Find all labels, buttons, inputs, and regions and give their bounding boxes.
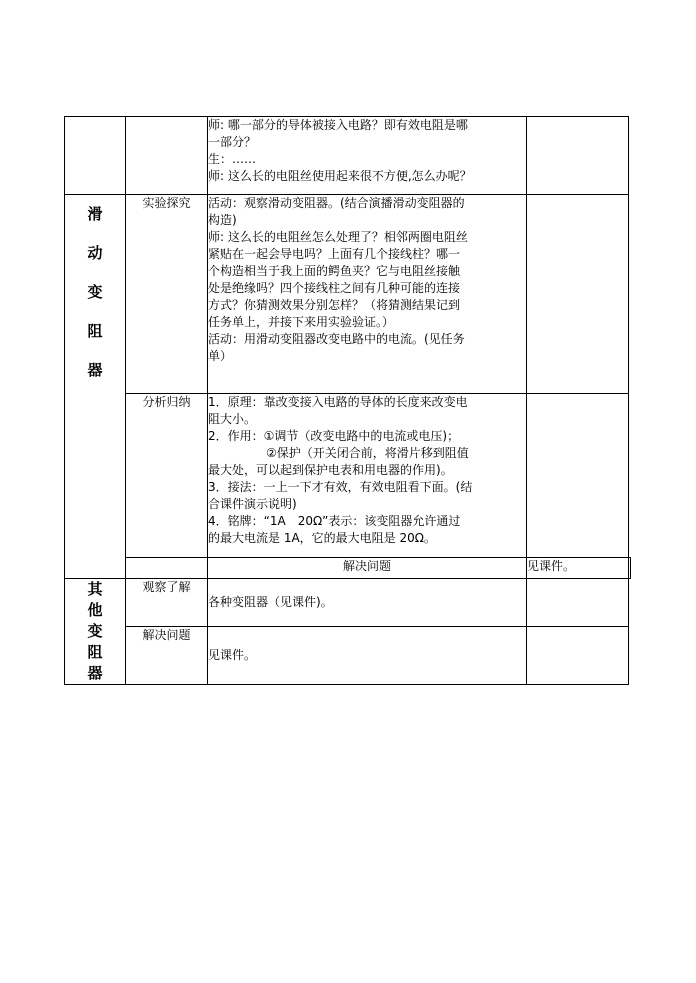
- text-line: 个构造相当于我上面的鳄鱼夹？它与电阻丝接触: [208, 264, 461, 278]
- topic-char: 阻: [87, 322, 103, 340]
- step-label-analysis: 分析归纳: [126, 394, 208, 558]
- table-row: [65, 195, 631, 394]
- note-cell: [527, 195, 629, 394]
- text-line: 1．原理：靠改变接入电路的导体的长度来改变电: [208, 395, 468, 409]
- solve-cell: 见课件。: [527, 558, 629, 579]
- table-row: [65, 117, 631, 195]
- dialog-line: 生：……: [208, 152, 257, 166]
- text-line: 合课件演示说明): [208, 497, 297, 511]
- dialog-line: 师: 这么长的电阻丝使用起来很不方便,怎么办呢？: [208, 169, 472, 183]
- text-line: 的最大电流是 1A，它的最大电阻是 20Ω。: [208, 531, 436, 545]
- text-line: 活动：用滑动变阻器改变电路中的电流。(见任务: [208, 332, 465, 346]
- dialog-line: 一部分？: [208, 135, 257, 149]
- topic-cell-empty: [65, 117, 126, 195]
- topic-cell-sliding-rheostat: [65, 195, 126, 579]
- dialog-line: 师: 哪一部分的导体被接入电路？即有效电阻是哪: [208, 118, 468, 132]
- analysis-cell: [208, 394, 527, 558]
- text-line: 2．作用：①调节（改变电路中的电流或电压)；: [208, 429, 460, 443]
- step-label-solve: 解决问题: [126, 627, 208, 685]
- text-line: ②保护（开关闭合前，将滑片移到阻值: [266, 446, 469, 460]
- text-line: 活动：观察滑动变阻器。(结合演播滑动变阻器的: [208, 196, 465, 210]
- topic-char: 滑: [87, 205, 103, 223]
- dialog-cell: [208, 117, 527, 195]
- text-line: 单）: [208, 349, 233, 363]
- text-line: 构造): [208, 213, 237, 227]
- table-row: [65, 627, 631, 685]
- text-line: 3．接法：一上一下才有效，有效电阻看下面。(结: [208, 480, 473, 494]
- step-label-experiment: 实验探究: [126, 195, 208, 394]
- note-cell: [629, 558, 631, 579]
- table-row: [65, 558, 631, 579]
- topic-char: 阻: [87, 643, 103, 661]
- text-line: 师: 这么长的电阻丝怎么处理了？相邻两圈电阻丝: [208, 230, 468, 244]
- note-cell: [527, 627, 629, 685]
- step-cell-empty: [126, 117, 208, 195]
- note-cell: [527, 117, 629, 195]
- topic-char: 其: [87, 580, 103, 598]
- observe-cell: 各种变阻器（见课件)。: [208, 579, 527, 627]
- topic-char: 他: [87, 601, 103, 619]
- topic-char: 变: [87, 622, 103, 640]
- step-label-solve: 解决问题: [208, 558, 527, 579]
- text-line: 最大处，可以起到保护电表和用电器的作用)。: [208, 463, 453, 477]
- text-line: 阻大小。: [208, 412, 257, 426]
- topic-char: 器: [87, 361, 103, 379]
- note-cell: [527, 579, 629, 627]
- text-line: 任务单上，并接下来用实验验证。）: [208, 315, 395, 329]
- topic-char: 器: [87, 664, 103, 682]
- topic-cell-empty: [126, 558, 208, 579]
- text-line: 紧贴在一起会导电吗？上面有几个接线柱？哪一: [208, 247, 461, 261]
- step-label-observe: 观察了解: [126, 579, 208, 627]
- experiment-cell: [208, 195, 527, 394]
- table-row: [65, 579, 631, 627]
- table-row: [65, 394, 631, 558]
- lesson-plan-table: [64, 116, 631, 685]
- topic-cell-other-rheostats: [65, 579, 126, 685]
- text-line: 方式？你猜测效果分别怎样？（将猜测结果记到: [208, 298, 461, 312]
- topic-char: 变: [87, 283, 103, 301]
- note-cell: [527, 394, 629, 558]
- text-line: 4．铭牌：“1A 20Ω”表示：该变阻器允许通过: [208, 514, 461, 528]
- text-line: 处是绝缘吗？四个接线柱之间有几种可能的连接: [208, 281, 461, 295]
- topic-char: 动: [87, 244, 103, 262]
- solve-cell: 见课件。: [208, 627, 527, 685]
